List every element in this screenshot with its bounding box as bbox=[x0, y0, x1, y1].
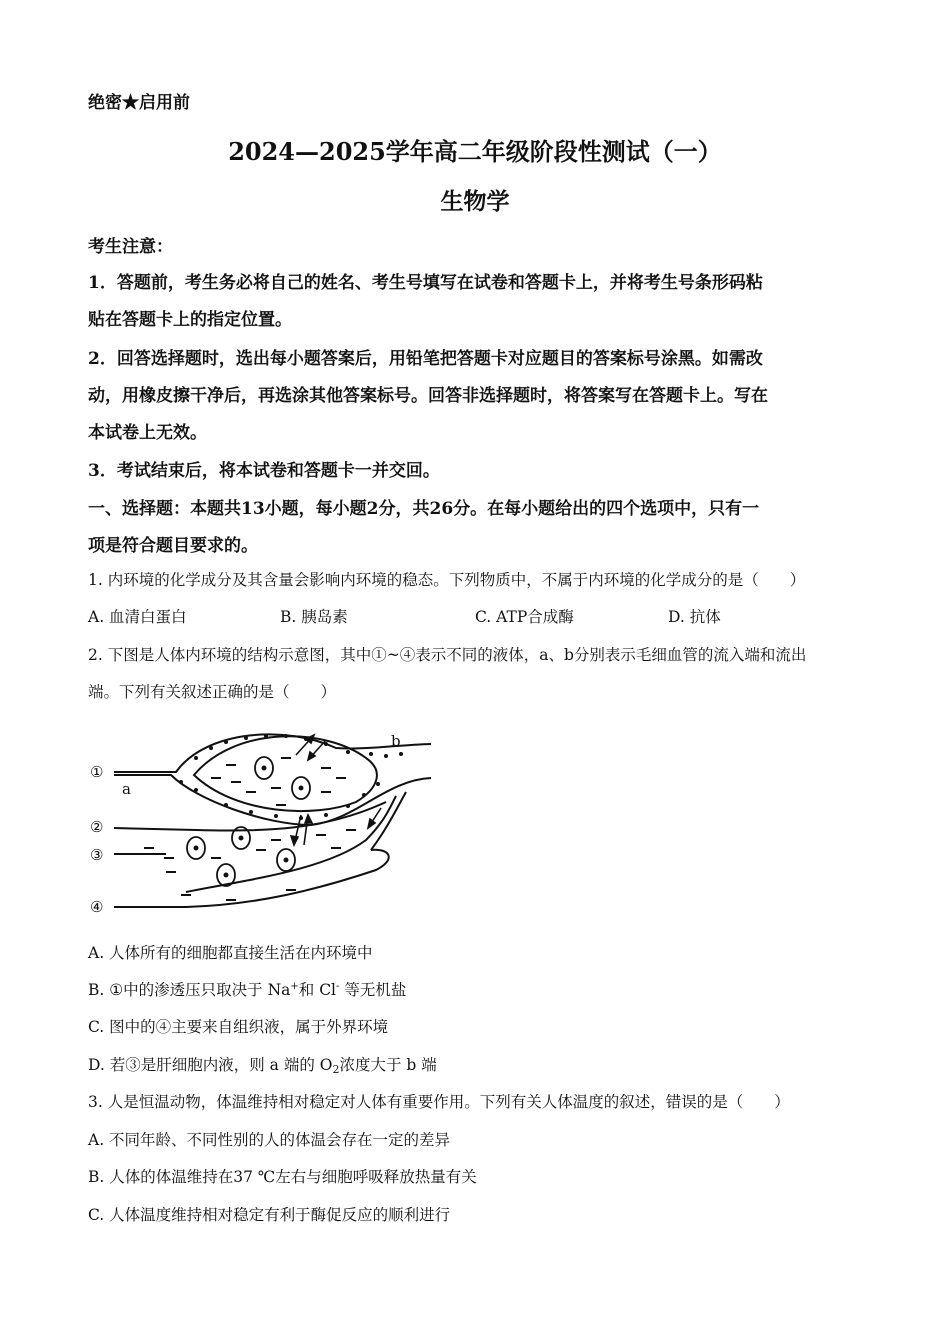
q2-option-d-sub: 2 bbox=[332, 1063, 340, 1076]
q2-option-a: A. 人体所有的细胞都直接生活在内环境中 bbox=[88, 944, 373, 962]
arrows bbox=[291, 735, 381, 845]
q2-option-b-pre: B. ①中的渗透压只取决于 Na bbox=[88, 981, 291, 999]
label-4: ④ bbox=[90, 898, 104, 916]
notice-item-1-line-1: 1．答题前，考生务必将自己的姓名、考生号填写在试卷和答题卡上，并将考生号条形码粘 bbox=[88, 273, 763, 293]
q1-option-b: B. 胰岛素 bbox=[280, 608, 348, 626]
q2-option-b bbox=[88, 978, 406, 1000]
cells bbox=[187, 757, 310, 886]
notice-item-2-line-2: 动，用橡皮擦干净后，再选涂其他答案标号。回答非选择题时，将答案写在答题卡上。写在 bbox=[88, 386, 768, 406]
label-1: ① bbox=[90, 763, 104, 781]
q2-option-b-mid: 和 Cl bbox=[298, 981, 337, 999]
internal-environment-diagram bbox=[86, 720, 436, 920]
q1-option-a: A. 血清白蛋白 bbox=[88, 608, 187, 626]
exam-title: 2024—2025学年高二年级阶段性测试（一） bbox=[228, 137, 722, 166]
notice-item-3: 3．考试结束后，将本试卷和答题卡一并交回。 bbox=[88, 461, 440, 481]
q2-option-b-post: 等无机盐 bbox=[339, 981, 407, 999]
notice-heading: 考生注意： bbox=[88, 237, 173, 257]
section-1-line-2: 项是符合题目要求的。 bbox=[88, 536, 258, 556]
label-3: ③ bbox=[90, 846, 104, 864]
notice-item-2-line-3: 本试卷上无效。 bbox=[88, 423, 207, 443]
q2-option-d-pre: D. 若③是肝细胞内液，则 a 端的 O bbox=[88, 1056, 333, 1074]
notice-item-2-line-1: 2．回答选择题时，选出每小题答案后，用铅笔把答题卡对应题目的答案标号涂黑。如需改 bbox=[88, 349, 763, 369]
q3-option-a: A. 不同年龄、不同性别的人的体温会存在一定的差异 bbox=[88, 1131, 451, 1149]
q1-stem: 1. 内环境的化学成分及其含量会影响内环境的稳态。下列物质中，不属于内环境的化学成分的是（ ） bbox=[88, 571, 806, 589]
subject-title: 生物学 bbox=[440, 188, 510, 215]
q2-option-d bbox=[88, 1053, 437, 1076]
label-a: a bbox=[122, 780, 131, 798]
q1-option-d: D. 抗体 bbox=[668, 608, 721, 626]
label-b: b bbox=[391, 732, 401, 750]
section-1-line-1: 一、选择题：本题共13小题，每小题2分，共26分。在每小题给出的四个选项中，只有一 bbox=[88, 499, 760, 519]
q1-option-c: C. ATP合成酶 bbox=[475, 608, 574, 626]
q2-stem-line-2: 端。下列有关叙述正确的是（ ） bbox=[88, 683, 337, 701]
confidential-label: 绝密★启用前 bbox=[88, 93, 190, 113]
notice-item-1-line-2: 贴在答题卡上的指定位置。 bbox=[88, 310, 292, 330]
q2-option-c: C. 图中的④主要来自组织液，属于外界环境 bbox=[88, 1018, 389, 1036]
q2-option-d-post: 浓度大于 b 端 bbox=[339, 1056, 437, 1074]
q3-option-b: B. 人体的体温维持在37 ℃左右与细胞呼吸释放热量有关 bbox=[88, 1168, 477, 1186]
label-2: ② bbox=[90, 818, 104, 836]
q2-option-b-sup-2: - bbox=[336, 981, 340, 992]
q2-stem-line-1: 2. 下图是人体内环境的结构示意图，其中①~④表示不同的液体，a、b分别表示毛细血管的流入端和流出 bbox=[88, 646, 807, 664]
q2-option-b-sup-1: + bbox=[290, 981, 299, 992]
q3-option-c: C. 人体温度维持相对稳定有利于酶促反应的顺利进行 bbox=[88, 1206, 451, 1224]
q3-stem: 3. 人是恒温动物，体温维持相对稳定对人体有重要作用。下列有关人体温度的叙述，错误的是（ ） bbox=[88, 1093, 790, 1111]
